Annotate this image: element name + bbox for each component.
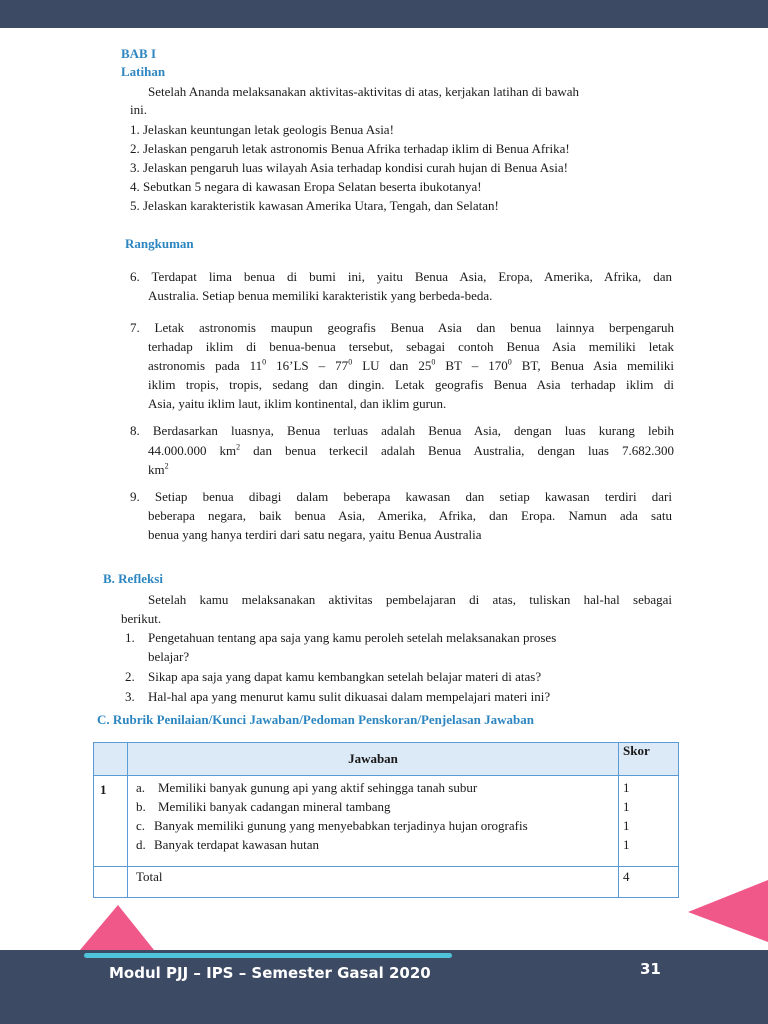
refleksi-item-number: 3. [125,689,135,704]
rubric-header-jawaban: Jawaban [128,743,619,776]
rubric-total-blank [94,867,128,898]
page-number: 31 [640,960,661,978]
refleksi-intro-line1: Setelah kamu melaksanakan aktivitas pembelajaran di atas, tuliskan hal-hal sebagai [148,592,672,607]
summary-9-line1: 9. Setiap benua dibagi dalam beberapa kawasan dan setiap kawasan terdiri dari [130,489,672,504]
score-value: 1 [623,799,630,814]
summary-7-line4: iklim tropis, tropis, sedang dan dingin. Letak geografis Benua Asia terhadap iklim di [148,377,674,392]
rubric-table [93,742,679,898]
footer-module-title: Modul PJJ – IPS – Semester Gasal 2020 [109,964,431,982]
header-bar [0,0,768,28]
refleksi-item-text: Hal-hal apa yang menurut kamu sulit dikuasai dalam mempelajari materi ini? [148,689,551,704]
footer-accent-line [84,953,452,958]
latihan-intro-line1: Setelah Ananda melaksanakan aktivitas-aktivitas di atas, kerjakan latihan di bawah [148,84,580,99]
rubric-total-score: 4 [619,867,679,898]
refleksi-item-text: Sikap apa saja yang dapat kamu kembangkan setelah belajar materi di atas? [148,669,542,684]
rubric-row-number: 1 [94,776,128,867]
exercise-item: 4. Sebutkan 5 negara di kawasan Eropa Selatan beserta ibukotanya! [130,179,482,194]
summary-7-line3: astronomis pada $11^0$ 16’LS – $77^0$ LU dan $25^0$ BT – $170^0$ BT, Benua Asia memiliki [148,357,674,373]
section-title-latihan: Latihan [121,64,166,79]
answer-item: d. Banyak terdapat kawasan hutan [136,837,319,852]
summary-7-line2: terhadap iklim di benua-benua tersebut, sebagai contoh Benua Asia memiliki letak [148,339,674,354]
refleksi-item-number: 2. [125,669,135,684]
rubric-header-skor: Skor [619,743,679,776]
summary-9-line2: beberapa negara, baik benua Asia, Amerika, Afrika, dan Eropa. Namun ada satu [148,508,672,523]
summary-6-line1: 6. Terdapat lima benua di bumi ini, yaitu Benua Asia, Eropa, Amerika, Afrika, dan [130,269,672,284]
answer-item: b. Memiliki banyak cadangan mineral tambang [136,799,391,814]
refleksi-item-text: Pengetahuan tentang apa saja yang kamu peroleh setelah melaksanakan proses [148,630,557,645]
rubric-total-label: Total [128,867,619,898]
section-title-rangkuman: Rangkuman [125,236,194,251]
summary-6-line2: Australia. Setiap benua memiliki karakteristik yang berbeda-beda. [148,288,493,303]
score-value: 1 [623,780,630,795]
latihan-intro-line2: ini. [130,102,147,117]
summary-8-line2: 44.000.000 $km^2$ dan benua terkecil adalah Benua Australia, dengan luas 7.682.300 [148,442,674,458]
rubric-header-row [94,743,679,776]
summary-8-line1: 8. Berdasarkan luasnya, Benua terluas adalah Benua Asia, dengan luas kurang lebih [130,423,674,438]
pink-triangle-right-decoration [688,880,768,942]
answer-item: c. Banyak memiliki gunung yang menyebabkan terjadinya hujan orografis [136,818,528,833]
summary-9-line3: benua yang hanya terdiri dari satu negara, yaitu Benua Australia [148,527,482,542]
table-row [94,776,679,867]
exercise-item: 2. Jelaskan pengaruh letak astronomis Benua Afrika terhadap iklim di Benua Afrika! [130,141,570,156]
summary-7-line5: Asia, yaitu iklim laut, iklim kontinental, dan iklim gurun. [148,396,447,411]
table-row-total [94,867,679,898]
summary-8-line3: $km^2$ [148,461,169,477]
score-value: 1 [623,837,630,852]
rubric-scores-cell [619,776,679,867]
score-value: 1 [623,818,630,833]
exercise-item: 3. Jelaskan pengaruh luas wilayah Asia terhadap kondisi curah hujan di Benua Asia! [130,160,568,175]
refleksi-item-number: 1. [125,630,135,645]
rubric-answers-cell [128,776,619,867]
section-title-rubrik: C. Rubrik Penilaian/Kunci Jawaban/Pedoman Penskoran/Penjelasan Jawaban [97,712,535,727]
refleksi-item-text: belajar? [148,649,190,664]
refleksi-intro-line2: berikut. [121,611,162,626]
section-title-refleksi: B. Refleksi [103,571,163,586]
exercise-item: 1. Jelaskan keuntungan letak geologis Benua Asia! [130,122,394,137]
exercise-item: 5. Jelaskan karakteristik kawasan Amerika Utara, Tengah, dan Selatan! [130,198,499,213]
summary-7-line1: 7. Letak astronomis maupun geografis Benua Asia dan benua lainnya berpengaruh [130,320,674,335]
pink-triangle-left-decoration [80,903,156,953]
chapter-title: BAB I [121,46,157,61]
rubric-header-blank [94,743,128,776]
answer-item: a. Memiliki banyak gunung api yang aktif sehingga tanah subur [136,780,478,795]
